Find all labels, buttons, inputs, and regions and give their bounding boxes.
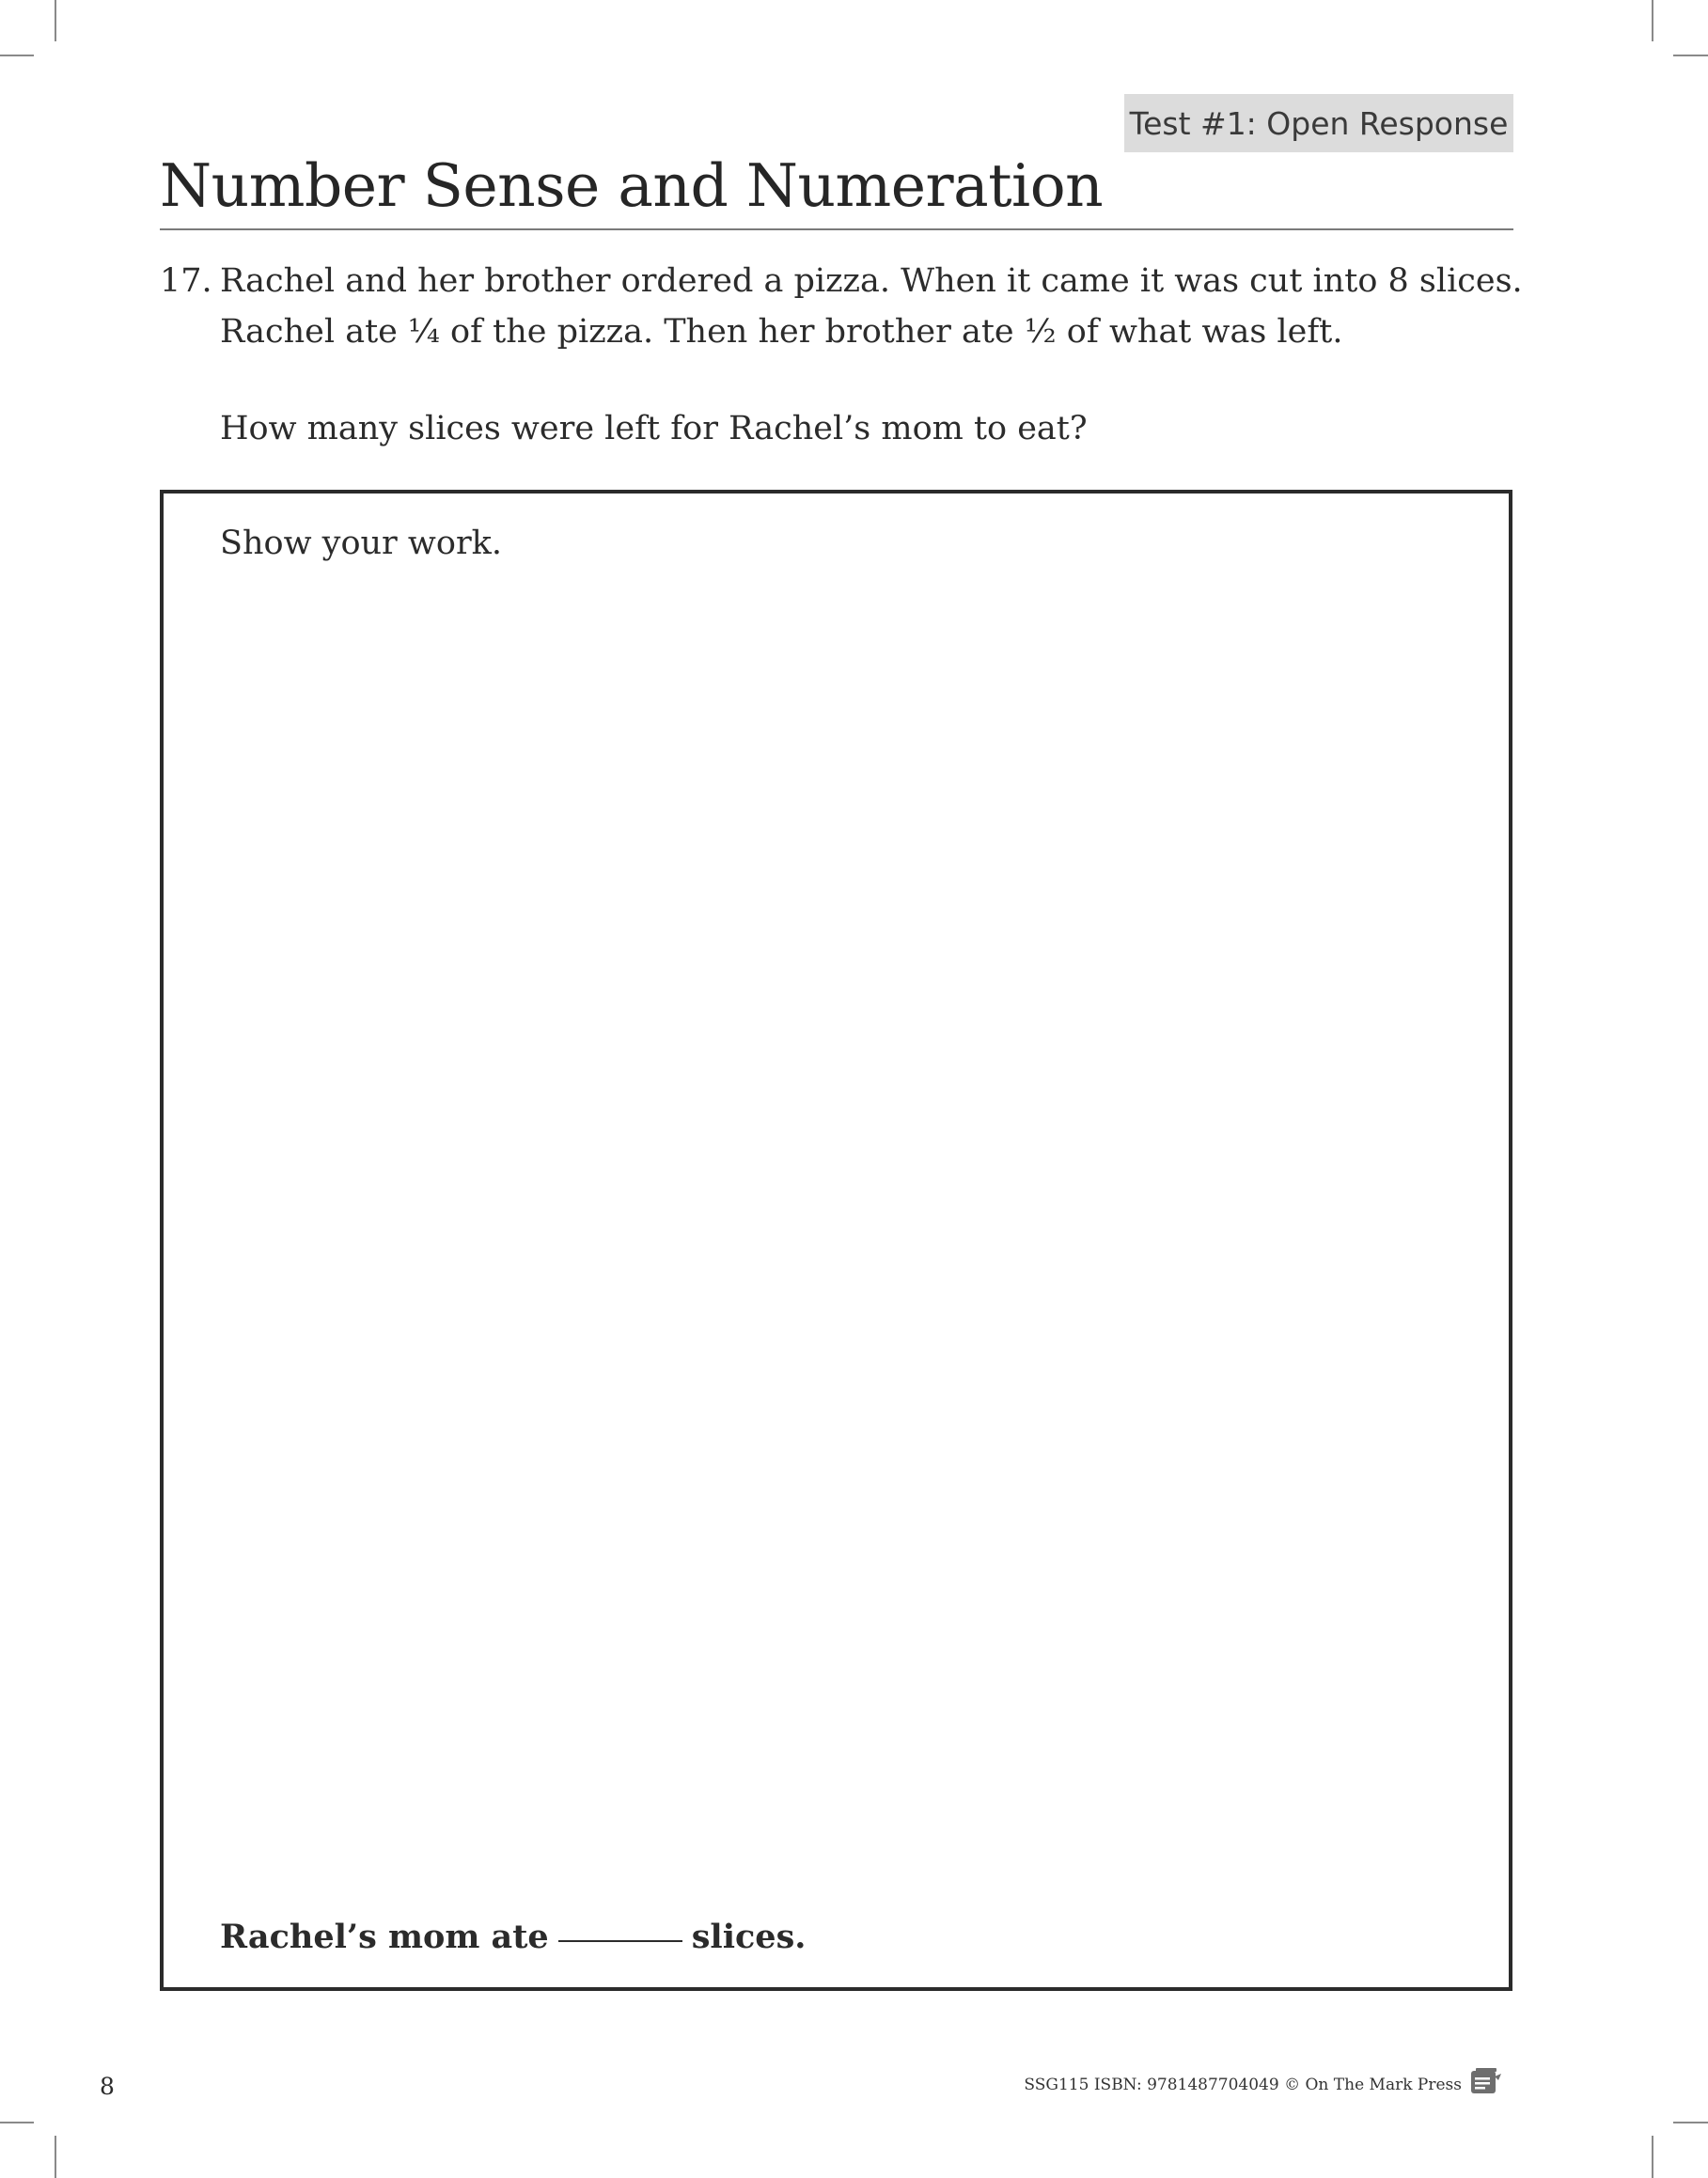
- question-text-line-1: Rachel and her brother ordered a pizza. When it came it was cut into 8 slices.: [220, 262, 1523, 300]
- answer-suffix: slices.: [691, 1918, 807, 1956]
- crop-mark-bottom-left-vertical: [55, 2136, 56, 2178]
- work-area-box[interactable]: [160, 490, 1512, 1991]
- test-tag-label: Test #1: Open Response: [1129, 104, 1509, 142]
- answer-blank[interactable]: [558, 1940, 682, 1942]
- crop-mark-top-right-horizontal: [1673, 55, 1708, 56]
- question-text-line-2: Rachel ate ¼ of the pizza. Then her brother ate ½ of what was left.: [220, 313, 1343, 351]
- footer-publication-info: SSG115 ISBN: 9781487704049 © On The Mark Press: [1024, 2076, 1462, 2094]
- answer-sentence: [220, 1912, 806, 1963]
- test-tag: [1124, 94, 1513, 152]
- question-prompt: How many slices were left for Rachel’s mom to eat?: [220, 410, 1088, 447]
- crop-mark-top-right-vertical: [1652, 0, 1653, 41]
- crop-mark-bottom-right-vertical: [1652, 2136, 1653, 2178]
- page-number: 8: [100, 2073, 115, 2100]
- publisher-logo-icon: [1470, 2067, 1502, 2095]
- answer-prefix: Rachel’s mom ate: [220, 1918, 549, 1956]
- crop-mark-top-left-vertical: [55, 0, 56, 41]
- work-area-prompt: Show your work.: [220, 525, 503, 562]
- title-divider: [160, 228, 1513, 230]
- crop-mark-bottom-right-horizontal: [1673, 2122, 1708, 2123]
- question-number: 17.: [160, 262, 212, 300]
- crop-mark-top-left-horizontal: [0, 55, 34, 56]
- crop-mark-bottom-left-horizontal: [0, 2122, 34, 2123]
- page-title: Number Sense and Numeration: [160, 151, 1104, 220]
